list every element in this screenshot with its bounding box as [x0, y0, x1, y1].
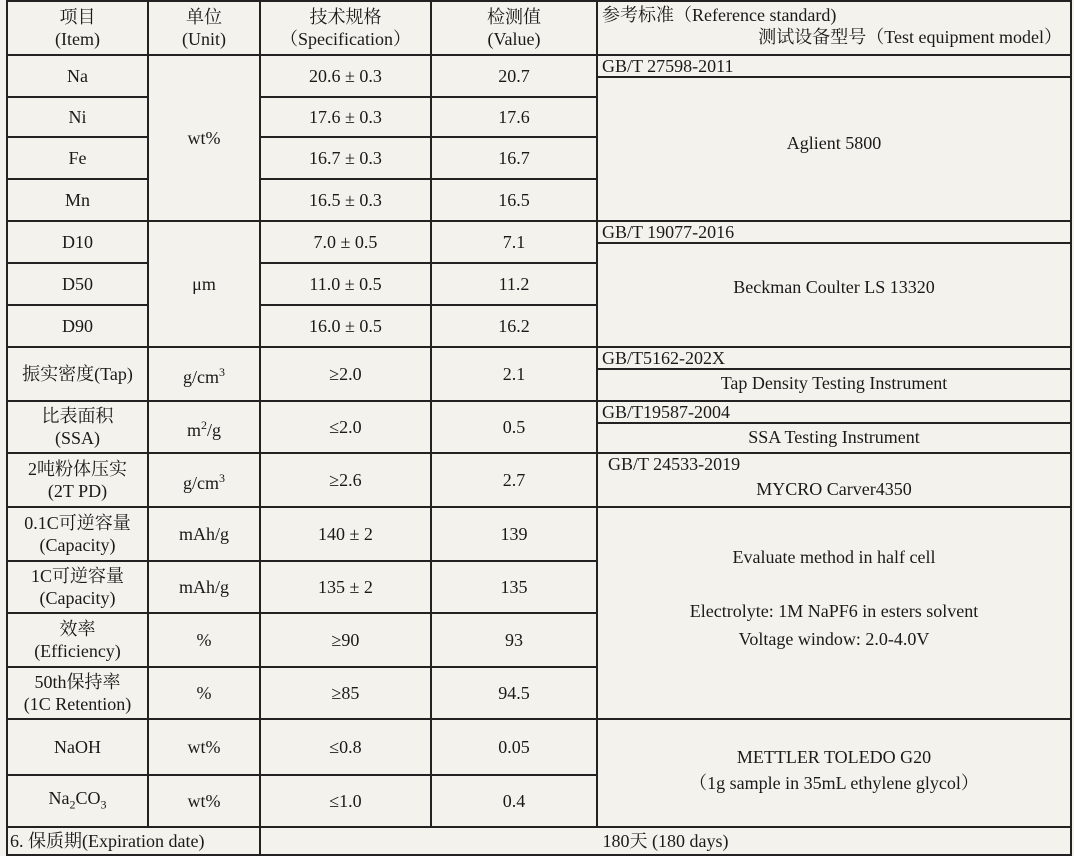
header-spec: 技术规格 （Specification）	[260, 1, 431, 55]
spec-cell: 140 ± 2	[260, 507, 431, 561]
header-value: 检测值 (Value)	[431, 1, 597, 55]
header-unit: 单位 (Unit)	[148, 1, 260, 55]
table-row	[7, 221, 1071, 263]
item-cell: 0.1C可逆容量 (Capacity)	[7, 507, 148, 561]
titrator-model: METTLER TOLEDO G20	[736, 747, 932, 767]
spec-cell: 17.6 ± 0.3	[260, 97, 431, 137]
item-cell: 2吨粉体压实 (2T PD)	[7, 453, 148, 507]
item-cell: NaOH	[7, 719, 148, 775]
reference-cell	[597, 719, 1071, 827]
item-cell: 1C可逆容量 (Capacity)	[7, 561, 148, 613]
item-cell: 效率 (Efficiency)	[7, 613, 148, 667]
item-cell: Fe	[7, 137, 148, 179]
unit-cell: wt%	[148, 775, 260, 827]
value-cell: 11.2	[431, 263, 597, 305]
method-note: Evaluate method in half cell	[732, 547, 936, 567]
spec-cell: ≥90	[260, 613, 431, 667]
item-cell: 50th保持率 (1C Retention)	[7, 667, 148, 719]
table-row	[7, 401, 1071, 453]
spec-cell: 16.0 ± 0.5	[260, 305, 431, 347]
item-cell: D10	[7, 221, 148, 263]
unit-cell: $m^2/g$	[148, 401, 260, 453]
value-cell: 0.05	[431, 719, 597, 775]
item-cell: 比表面积 (SSA)	[7, 401, 148, 453]
unit-cell: mAh/g	[148, 561, 260, 613]
reference-cell	[597, 221, 1071, 347]
value-cell: 16.2	[431, 305, 597, 347]
spec-cell: ≥2.6	[260, 453, 431, 507]
unit-cell: mAh/g	[148, 507, 260, 561]
reference-cell	[597, 347, 1071, 401]
reference-cell	[597, 453, 1071, 507]
value-cell: 135	[431, 561, 597, 613]
spec-table	[6, 0, 1072, 856]
spec-cell: 135 ± 2	[260, 561, 431, 613]
reference-standard: GB/T 27598-2011	[598, 56, 1070, 78]
unit-cell: wt%	[148, 719, 260, 775]
sample-note: （1g sample in 35mL ethylene glycol）	[689, 773, 979, 793]
value-cell: 7.1	[431, 221, 597, 263]
expiration-label: 6. 保质期(Expiration date)	[7, 827, 260, 855]
reference-cell	[597, 507, 1071, 719]
expiration-row	[7, 827, 1071, 855]
header-reference: 参考标准（Reference standard) 测试设备型号（Test equipment model）	[597, 1, 1071, 55]
equipment-model: Tap Density Testing Instrument	[720, 373, 948, 393]
reference-standard: GB/T 24533-2019	[608, 454, 741, 474]
spec-cell: ≤1.0	[260, 775, 431, 827]
table-row	[7, 719, 1071, 775]
value-cell: 20.7	[431, 55, 597, 97]
reference-standard: GB/T 19077-2016	[598, 222, 1070, 244]
value-cell: 2.7	[431, 453, 597, 507]
spec-cell: 16.5 ± 0.3	[260, 179, 431, 221]
reference-standard: GB/T5162-202X	[598, 348, 1070, 370]
item-cell: Na	[7, 55, 148, 97]
value-cell: 16.5	[431, 179, 597, 221]
equipment-model: SSA Testing Instrument	[748, 427, 920, 447]
item-cell: $Na_2CO_3$	[7, 775, 148, 827]
table-row	[7, 55, 1071, 97]
value-cell: 2.1	[431, 347, 597, 401]
spec-cell: 16.7 ± 0.3	[260, 137, 431, 179]
value-cell: 16.7	[431, 137, 597, 179]
spec-cell: 20.6 ± 0.3	[260, 55, 431, 97]
equipment-model: MYCRO Carver4350	[756, 479, 912, 499]
table-row	[7, 347, 1071, 401]
reference-cell	[597, 55, 1071, 221]
header-item: 项目 (Item)	[7, 1, 148, 55]
header-row	[7, 1, 1071, 55]
value-cell: 94.5	[431, 667, 597, 719]
table-row	[7, 453, 1071, 507]
spec-cell: 7.0 ± 0.5	[260, 221, 431, 263]
unit-cell: $g/cm^3$	[148, 347, 260, 401]
unit-cell: μm	[148, 221, 260, 347]
value-cell: 93	[431, 613, 597, 667]
spec-cell: 11.0 ± 0.5	[260, 263, 431, 305]
unit-cell: %	[148, 613, 260, 667]
spec-cell: ≤0.8	[260, 719, 431, 775]
table-row	[7, 507, 1071, 561]
item-cell: Mn	[7, 179, 148, 221]
value-cell: 0.4	[431, 775, 597, 827]
electrolyte-note: Electrolyte: 1M NaPF6 in esters solvent	[689, 601, 979, 621]
spec-cell: ≤2.0	[260, 401, 431, 453]
expiration-value: 180天 (180 days)	[260, 827, 1071, 855]
item-cell: D90	[7, 305, 148, 347]
reference-standard: GB/T19587-2004	[598, 402, 1070, 424]
value-cell: 17.6	[431, 97, 597, 137]
spec-cell: ≥2.0	[260, 347, 431, 401]
unit-cell: %	[148, 667, 260, 719]
equipment-model: Aglient 5800	[786, 133, 882, 153]
unit-cell: wt%	[148, 55, 260, 221]
voltage-note: Voltage window: 2.0-4.0V	[738, 629, 930, 649]
spec-cell: ≥85	[260, 667, 431, 719]
value-cell: 0.5	[431, 401, 597, 453]
unit-cell: $g/cm^3$	[148, 453, 260, 507]
item-cell: D50	[7, 263, 148, 305]
value-cell: 139	[431, 507, 597, 561]
item-cell: 振实密度(Tap)	[7, 347, 148, 401]
item-cell: Ni	[7, 97, 148, 137]
reference-cell	[597, 401, 1071, 453]
equipment-model: Beckman Coulter LS 13320	[733, 277, 935, 297]
